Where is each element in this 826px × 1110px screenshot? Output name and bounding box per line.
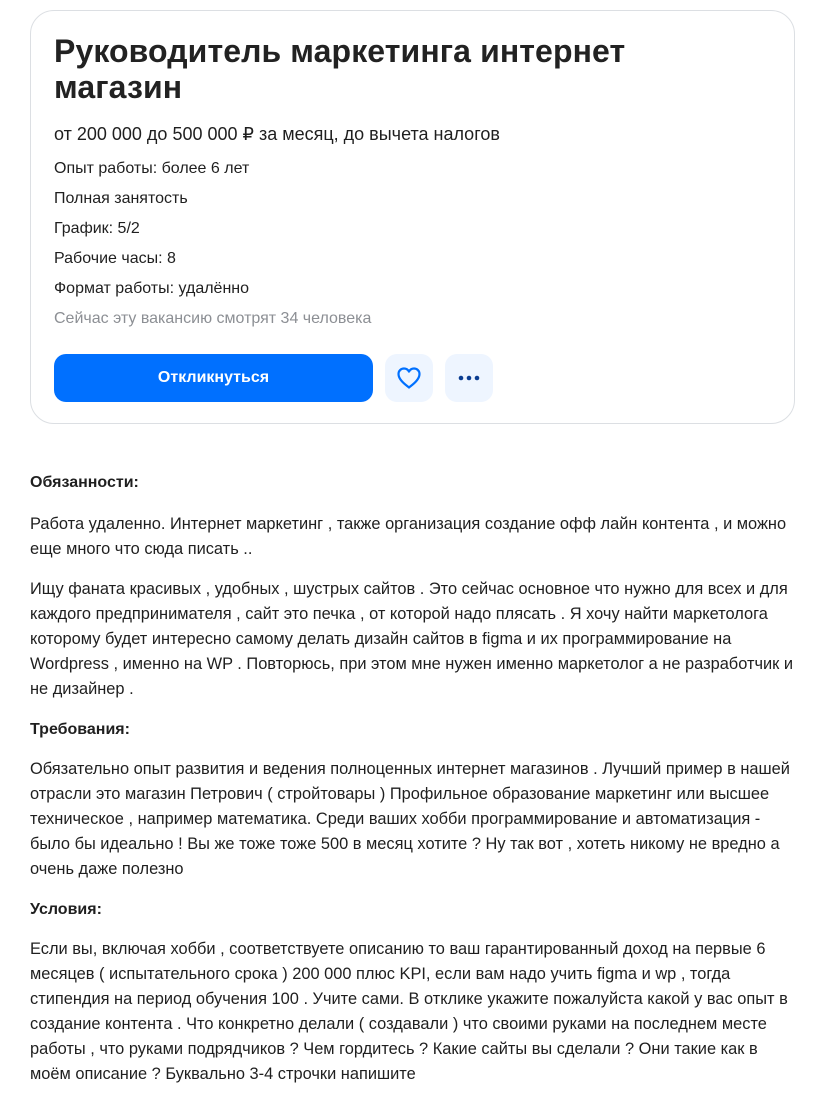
vacancy-title: Руководитель маркетинга интернет магазин (54, 33, 626, 105)
working-hours: Рабочие часы: 8 (54, 250, 176, 267)
conditions-paragraph: Если вы, включая хобби , соответствуете описанию то ваш гарантированный доход на первые 6 месяцев ( испытательного срока ) 200 000 плюс KPI, если вам надо учить figma и wp , тогда стипендия на период обучения 100 . Учите сами. В отклике укажите пожалуйста какой у вас опыт в создание контента . Что конкретно делали ( создавали ) что своими руками на последнем месте работы , что руками подрядчиков ? Чем гордитесь ? Какие сайты вы сделали ? Они такие как в моём описание ? Буквально 3-4 строчки напишите (30, 940, 788, 1083)
requirements-paragraph: Обязательно опыт развития и ведения полноценных интернет магазинов . Лучший пример в нашей отрасли это магазин Петрович ( стройтовары ) Профильное образование маркетинг или высшее техническое , например математика. Среди ваших хобби программирование и автоматизация - было бы идеально ! Вы же тоже тоже 500 в месяц хотите ? Ну так вот , хотеть никому не вредно а очень даже полезно (30, 760, 790, 878)
more-options-button[interactable] (445, 354, 493, 402)
more-horizontal-icon (458, 375, 480, 381)
conditions-title: Условия: (30, 901, 102, 918)
salary: от 200 000 до 500 000 ₽ за месяц, до вычета налогов (54, 124, 500, 144)
experience: Опыт работы: более 6 лет (54, 160, 250, 177)
schedule: График: 5/2 (54, 220, 140, 237)
apply-button[interactable]: Откликнуться (54, 354, 373, 402)
duties-title: Обязанности: (30, 474, 139, 491)
requirements-title: Требования: (30, 721, 130, 738)
favorite-button[interactable] (385, 354, 433, 402)
vacancy-description (30, 470, 800, 1087)
duties-paragraph: Ищу фаната красивых , удобных , шустрых сайтов . Это сейчас основное что нужно для всех и для каждого предпринимателя , сайт это печка , от которой надо плясать . Я хочу найти маркетолога которому будет интересно самому делать дизайн сайтов в figma и их программирование на Wordpress , именно на WP . Повторюсь, при этом мне нужен именно маркетолог а не разработчик и не дизайнер . (30, 580, 794, 698)
viewers-count: Сейчас эту вакансию смотрят 34 человека (54, 310, 372, 327)
work-format: Формат работы: удалённо (54, 280, 250, 297)
vacancy-card (30, 10, 795, 424)
duties-paragraph: Работа удаленно. Интернет маркетинг , также организация создание офф лайн контента , и можно еще много что сюда писать .. (30, 515, 787, 558)
heart-icon (396, 366, 422, 390)
employment-type: Полная занятость (54, 190, 188, 207)
